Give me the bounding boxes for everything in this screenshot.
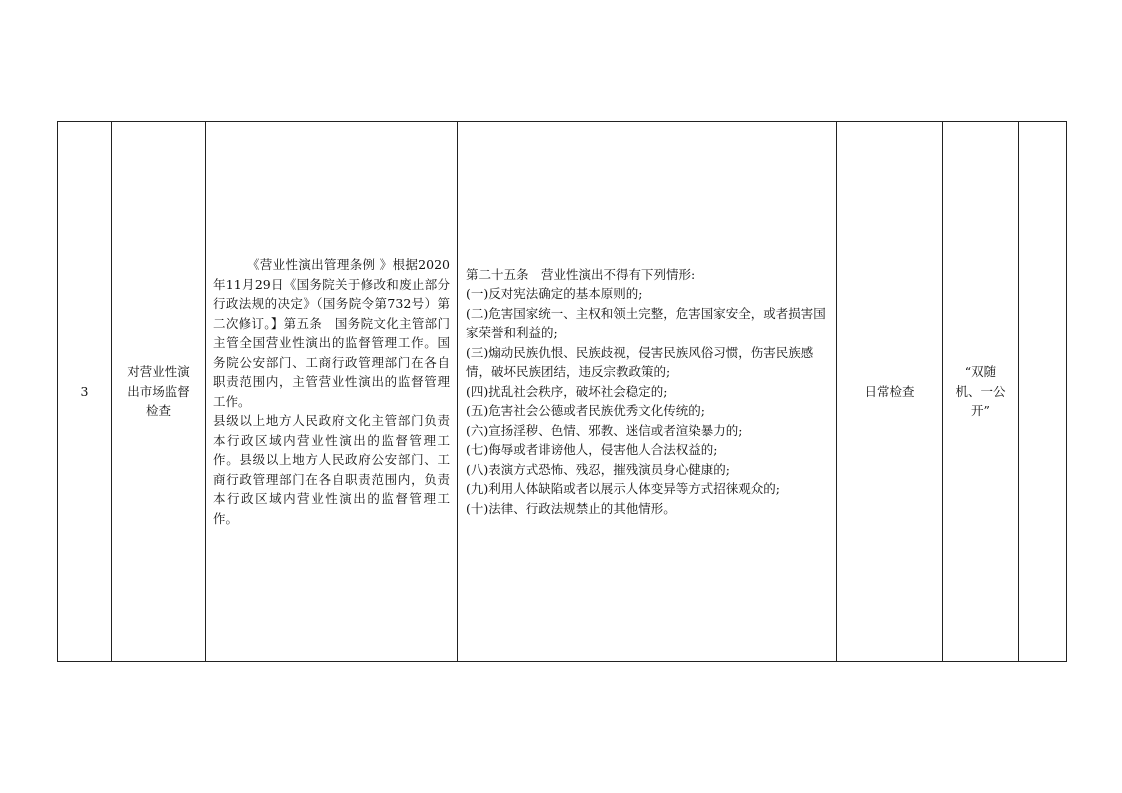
check-method-cell: [943, 122, 1019, 662]
row-number-cell: [58, 122, 112, 662]
inspection-content-cell: [458, 122, 837, 662]
table-row: [58, 122, 1067, 662]
content-line: (九)利用人体缺陷或者以展示人体变异等方式招徕观众的;: [466, 481, 780, 497]
legal-basis-paragraph: 县级以上地方人民政府文化主管部门负责本行政区域内营业性演出的监督管理工作。县级以上地方人民政府公安部门、工商行政管理部门在各自职责范围内，负责本行政区域内营业性演出的监督管理工作。: [213, 413, 450, 526]
inspection-table: [57, 121, 1067, 662]
check-type-cell: [837, 122, 943, 662]
content-line: (一)反对宪法确定的基本原则的;: [466, 286, 643, 302]
check-method: “双随机、一公开”: [955, 364, 1006, 419]
content-line: (四)扰乱社会秩序，破坏社会稳定的;: [466, 383, 668, 399]
legal-basis-cell: [206, 122, 458, 662]
content-line: (十)法律、行政法规禁止的其他情形。: [466, 500, 676, 516]
content-line: (七)侮辱或者诽谤他人，侵害他人合法权益的;: [466, 442, 718, 458]
remark-cell: [1019, 122, 1067, 662]
check-type: 日常检查: [864, 383, 915, 399]
legal-basis-paragraph: 《营业性演出管理条例 》根据2020年11月29日《国务院关于修改和废止部分行政法规的决定》（国务院令第732号）第二次修订。】第五条 国务院文化主管部门主管全国营业性演出的监督管理工作。国务院公安部门、工商行政管理部门在各自职责范围内，主管营业性演出的监督管理工作。: [213, 257, 450, 409]
content-line: (二)危害国家统一、主权和领土完整，危害国家安全，或者损害国家荣誉和利益的;: [466, 305, 826, 341]
item-name-cell: [112, 122, 206, 662]
row-number: 3: [80, 383, 89, 399]
content-line: (八)表演方式恐怖、残忍，摧残演员身心健康的;: [466, 461, 730, 477]
content-line: 第二十五条 营业性演出不得有下列情形:: [466, 266, 696, 282]
content-line: (六)宣扬淫秽、色情、邪教、迷信或者渲染暴力的;: [466, 422, 743, 438]
content-line: (五)危害社会公德或者民族优秀文化传统的;: [466, 403, 705, 419]
item-name: 对营业性演出市场监督检查: [127, 364, 190, 419]
content-line: (三)煽动民族仇恨、民族歧视，侵害民族风俗习惯，伤害民族感情，破坏民族团结，违反宗教政策的;: [466, 344, 814, 380]
